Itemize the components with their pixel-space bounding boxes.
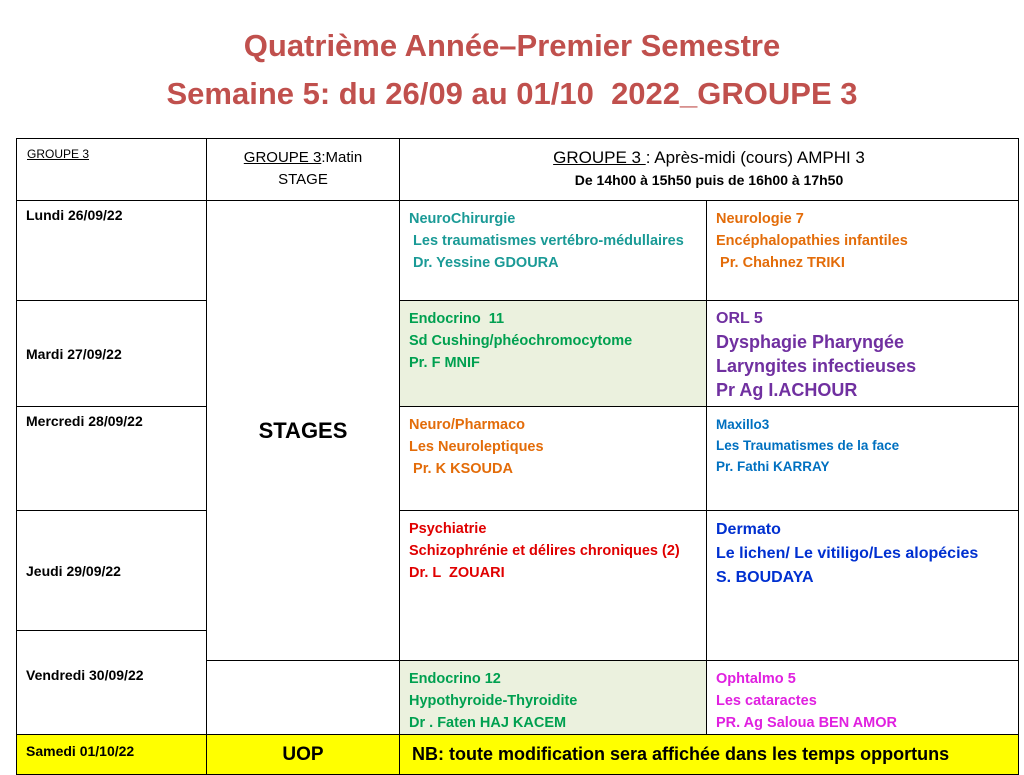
course-thursday-1 bbox=[400, 511, 707, 661]
day-saturday: Samedi 01/10/22 bbox=[17, 735, 207, 775]
row-thursday bbox=[17, 511, 1019, 631]
course-tuesday-2 bbox=[707, 301, 1019, 407]
course-teacher: Pr. K KSOUDA bbox=[409, 461, 513, 477]
course-teacher: Dr. L ZOUARI bbox=[409, 565, 505, 581]
day-wednesday: Mercredi 28/09/22 bbox=[17, 407, 207, 511]
course-thursday-2 bbox=[707, 511, 1019, 661]
course-teacher: Pr. F MNIF bbox=[409, 355, 480, 371]
course-topic: Schizophrénie et délires chroniques (2) bbox=[409, 543, 680, 559]
course-teacher: Pr. Fathi KARRAY bbox=[716, 459, 830, 474]
course-subject: Maxillo3 bbox=[716, 417, 770, 432]
course-friday-1 bbox=[400, 661, 707, 735]
header-row bbox=[17, 139, 1019, 201]
course-subject: NeuroChirurgie bbox=[409, 211, 516, 227]
saturday-note: NB: toute modification sera affichée dans les temps opportuns bbox=[400, 735, 1019, 775]
course-teacher: Dr . Faten HAJ KACEM bbox=[409, 715, 567, 731]
course-subject: Ophtalmo 5 bbox=[716, 671, 796, 687]
afternoon-suffix: : Après-midi (cours) AMPHI 3 bbox=[645, 148, 865, 167]
course-teacher: S. BOUDAYA bbox=[716, 569, 814, 586]
stages-bottom-cell bbox=[207, 661, 400, 735]
afternoon-group: GROUPE 3 bbox=[553, 148, 646, 167]
course-wednesday-1 bbox=[400, 407, 707, 511]
title-line-1: Quatrième Année–Premier Semestre bbox=[243, 28, 781, 63]
course-subject: Psychiatrie bbox=[409, 521, 487, 537]
course-topic: Les Neuroleptiques bbox=[409, 439, 544, 455]
group-label: GROUPE 3 bbox=[27, 147, 90, 161]
course-subject: ORL 5 bbox=[716, 310, 763, 327]
row-wednesday bbox=[17, 407, 1019, 511]
course-friday-2 bbox=[707, 661, 1019, 735]
course-subject: Neurologie 7 bbox=[716, 211, 804, 227]
saturday-morning: UOP bbox=[207, 735, 400, 775]
course-topic: Encéphalopathies infantiles bbox=[716, 233, 908, 249]
course-monday-1 bbox=[400, 201, 707, 301]
afternoon-header-cell bbox=[400, 139, 1019, 201]
row-tuesday bbox=[17, 301, 1019, 407]
course-wednesday-2 bbox=[707, 407, 1019, 511]
course-monday-2 bbox=[707, 201, 1019, 301]
day-friday: Vendredi 30/09/22 bbox=[17, 631, 207, 735]
morning-suffix: :Matin bbox=[321, 149, 363, 166]
course-topic-1: Dysphagie Pharyngée bbox=[716, 332, 905, 352]
afternoon-hours: De 14h00 à 15h50 puis de 16h00 à 17h50 bbox=[574, 172, 844, 188]
course-teacher: PR. Ag Saloua BEN AMOR bbox=[716, 715, 897, 731]
course-teacher: Pr Ag I.ACHOUR bbox=[716, 380, 858, 400]
morning-group: GROUPE 3 bbox=[243, 149, 322, 166]
day-tuesday: Mardi 27/09/22 bbox=[17, 301, 207, 407]
course-tuesday-1 bbox=[400, 301, 707, 407]
course-subject: Endocrino 12 bbox=[409, 671, 501, 687]
course-subject: Endocrino 11 bbox=[409, 311, 505, 327]
morning-line2: STAGE bbox=[278, 171, 328, 188]
course-subject: Neuro/Pharmaco bbox=[409, 417, 526, 433]
course-topic: Le lichen/ Le vitiligo/Les alopécies bbox=[716, 545, 979, 562]
day-monday: Lundi 26/09/22 bbox=[17, 201, 207, 301]
course-topic: Hypothyroide-Thyroidite bbox=[409, 693, 578, 709]
title-line-2: Semaine 5: du 26/09 au 01/10 2022_GROUPE 3 bbox=[166, 76, 858, 111]
course-teacher: Pr. Chahnez TRIKI bbox=[716, 255, 845, 271]
course-topic: Les Traumatismes de la face bbox=[716, 438, 900, 453]
schedule-table bbox=[16, 138, 1019, 775]
course-topic: Sd Cushing/phéochromocytome bbox=[409, 333, 633, 349]
course-topic-2: Laryngites infectieuses bbox=[716, 356, 917, 376]
stages-cell: STAGES bbox=[207, 201, 400, 661]
group-label-cell bbox=[17, 139, 207, 201]
course-topic: Les traumatismes vertébro-médullaires bbox=[409, 233, 684, 249]
row-monday bbox=[17, 201, 1019, 301]
morning-header-cell bbox=[207, 139, 400, 201]
course-subject: Dermato bbox=[716, 521, 781, 538]
course-topic: Les cataractes bbox=[716, 693, 817, 709]
course-teacher: Dr. Yessine GDOURA bbox=[409, 255, 559, 271]
day-thursday: Jeudi 29/09/22 bbox=[17, 511, 207, 631]
row-saturday bbox=[17, 735, 1019, 775]
